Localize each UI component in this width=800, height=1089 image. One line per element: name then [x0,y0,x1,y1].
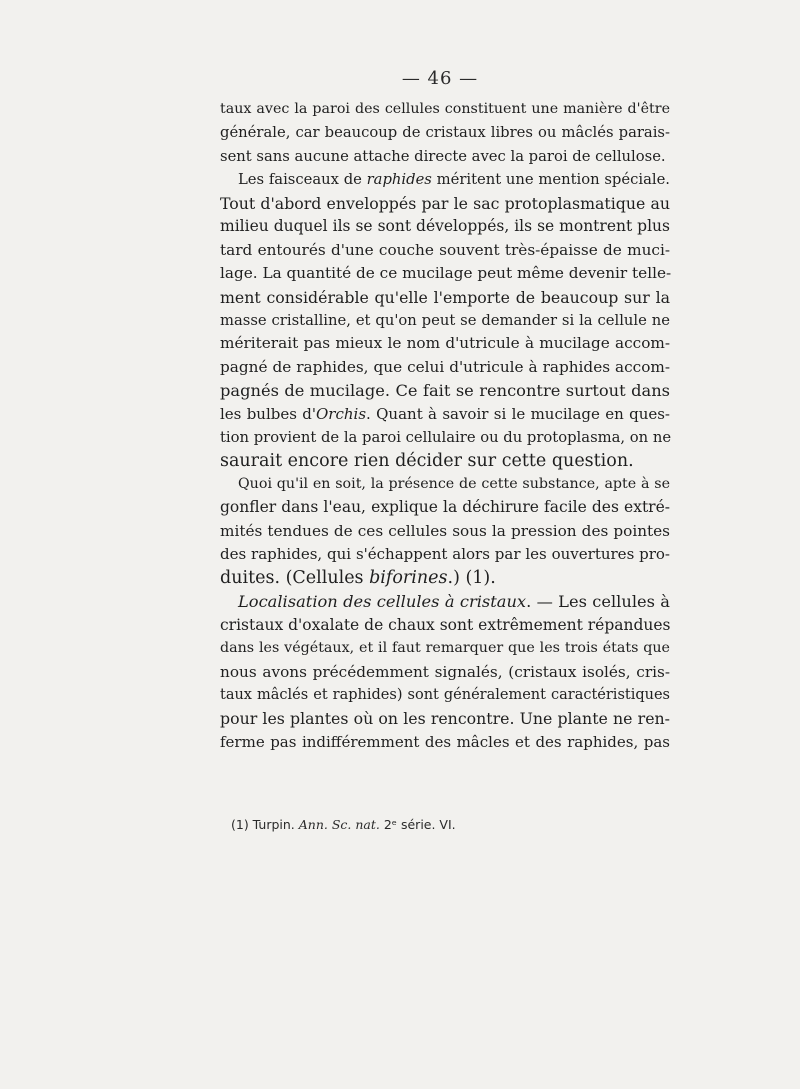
text-line [220,356,670,379]
text-line [220,332,670,355]
italic-text: raphides [366,171,432,189]
text-segment: méritent une mention spéciale. [431,171,670,189]
text-line [220,707,670,730]
text-line [220,379,670,402]
text-line [220,262,670,285]
text-segment: les bulbes d' [220,404,316,423]
text-line [220,286,670,309]
text-line [220,168,670,191]
text-segment: générale, car beaucoup de cristaux libres ou mâclés parais- [220,124,670,142]
footnote [231,817,456,832]
page-number: — 46 — [401,68,479,89]
text-segment: gonfler dans l'eau, explique la déchirure facile des extré- [220,498,670,517]
text-segment: sent sans aucune attache directe avec la paroi de cellulose. [220,147,666,165]
text-line [220,403,670,426]
text-segment: Les faisceaux de [238,171,367,189]
text-segment: pagnés de mucilage. Ce fait se rencontre surtout dans [220,381,670,401]
text-line [220,520,670,543]
text-line [220,661,670,684]
text-segment: ment considérable qu'elle l'emporte de beaucoup sur la [220,287,670,307]
text-segment: tard entourés d'une couche souvent très-épaisse de muci- [220,240,670,259]
text-line [220,473,670,496]
text-segment: Tout d'abord enveloppés par le sac protoplasmatique au [220,193,670,213]
footnote-text: 2ᵉ série. VI. [379,817,456,832]
text-line [220,450,670,473]
text-segment: taux mâclés et raphides) sont généralement caractéristiques [220,686,670,703]
text-segment: taux avec la paroi des cellules constituent une manière d'être [220,101,670,117]
text-segment: duites. (Cellules [220,567,370,588]
text-segment: saurait encore rien décider sur cette question. [220,450,634,471]
text-line [220,496,670,519]
text-segment: lage. La quantité de ce mucilage peut même devenir telle- [220,264,672,283]
text-line [220,426,670,449]
text-line [220,637,670,660]
text-line [220,590,670,613]
italic-text: biforines [369,567,448,588]
footnote-italic-text: Ann. Sc. nat. [298,817,380,832]
text-segment: des raphides, qui s'échappent alors par les ouvertures pro- [220,545,670,564]
text-segment: pagné de raphides, que celui d'utricule à raphides accom- [220,357,670,376]
text-line [220,543,670,566]
text-line [220,192,670,215]
text-segment: Quoi qu'il en soit, la présence de cette substance, apte à se [238,476,670,492]
text-line [220,239,670,262]
text-segment: ferme pas indifféremment des mâcles et des raphides, pas [220,732,670,751]
text-line [220,567,670,590]
text-segment: . Quant à savoir si le mucilage en ques- [366,404,670,423]
footnote-text: (1) Turpin. [231,817,299,832]
italic-text: Orchis [316,404,367,423]
text-line [220,145,670,168]
text-segment: cristaux d'oxalate de chaux sont extrêmement répandues [220,615,671,634]
text-segment: pour les plantes où on les rencontre. Une plante ne ren- [220,709,670,729]
text-segment: tion provient de la paroi cellulaire ou du protoplasma, on ne [220,429,672,447]
text-segment: dans les végétaux, et il faut remarquer que les trois états que [220,640,670,657]
text-line [220,731,670,754]
text-line [220,98,670,121]
text-segment: mériterait pas mieux le nom d'utricule à mucilage accom- [220,334,670,353]
body-text [220,98,670,754]
text-line [220,215,670,238]
text-segment: mités tendues de ces cellules sous la pression des pointes [220,521,670,540]
text-line [220,614,670,637]
italic-text: Localisation des cellules à cristaux [238,592,527,612]
text-line [220,684,670,707]
text-segment: masse cristalline, et qu'on peut se demander si la cellule ne [220,311,670,329]
text-segment: . — Les cellules à [526,592,670,612]
text-segment: nous avons précédemment signalés, (cristaux isolés, cris- [220,662,670,681]
text-line [220,121,670,144]
text-line [220,309,670,332]
text-segment: .) (1). [447,567,496,588]
text-segment: milieu duquel ils se sont développés, ils se montrent plus [220,217,670,236]
